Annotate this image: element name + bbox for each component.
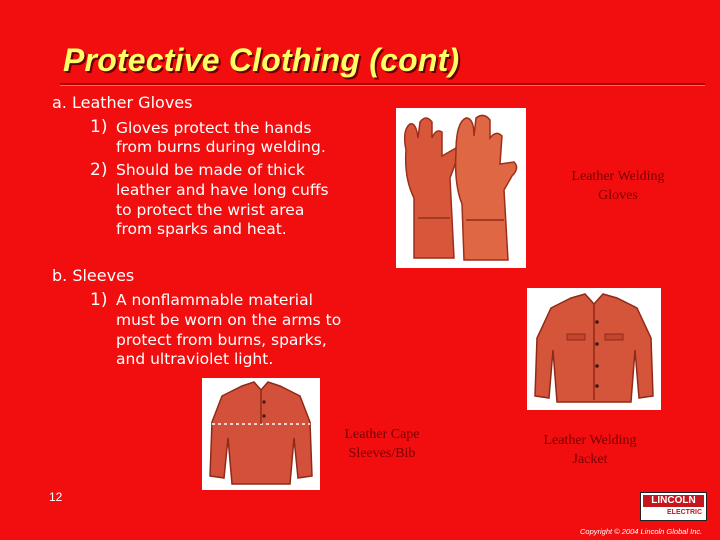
leather-cape-image [202, 378, 320, 490]
cape-caption-line-1: Leather Cape [344, 427, 420, 442]
jacket-caption-line-1: Leather Welding [543, 433, 637, 448]
page-number: 12 [49, 490, 63, 504]
section-a-item-1-line-1: Gloves protect the hands [116, 119, 312, 137]
leather-jacket-icon [527, 288, 661, 410]
section-b-item-1-line-3: protect from burns, sparks, [116, 331, 327, 349]
section-b-item-1-line-4: and ultraviolet light. [116, 350, 274, 368]
section-b-label: b. Sleeves [52, 266, 135, 285]
lincoln-electric-logo [640, 492, 707, 521]
section-b-item-1-number: 1) [90, 290, 108, 310]
logo-top-text: LINCOLN [643, 495, 704, 507]
jacket-caption-line-2: Jacket [572, 452, 608, 467]
gloves-caption-line-2: Gloves [598, 188, 638, 203]
section-a-item-1-line-2: from burns during welding. [116, 138, 326, 156]
section-a-item-2-line-3: to protect the wrist area [116, 201, 305, 219]
section-a-item-2-line-4: from sparks and heat. [116, 220, 287, 238]
leather-gloves-icon [396, 108, 526, 268]
gloves-caption [548, 167, 688, 205]
copyright-text: Copyright © 2004 Lincoln Global Inc. [580, 527, 703, 536]
leather-cape-icon [202, 378, 320, 490]
leather-jacket-image [527, 288, 661, 410]
logo-bottom-text: ELECTRIC [667, 509, 702, 516]
section-b-item-1-line-1: A nonflammable material [116, 291, 313, 309]
section-b-item-1-line-2: must be worn on the arms to [116, 311, 342, 329]
cape-caption [317, 425, 447, 463]
title-underline [60, 83, 705, 85]
section-a-item-1-number: 1) [90, 117, 108, 137]
section-a-item-2-line-2: leather and have long cuffs [116, 181, 329, 199]
cape-caption-line-2: Sleeves/Bib [348, 446, 416, 461]
section-a-label: a. Leather Gloves [52, 93, 193, 112]
leather-gloves-image [396, 108, 526, 268]
jacket-caption [520, 431, 660, 469]
section-a-item-2-number: 2) [90, 160, 108, 180]
slide-title: Protective Clothing (cont) [63, 42, 460, 78]
gloves-caption-line-1: Leather Welding [571, 169, 665, 184]
section-a-item-2-line-1: Should be made of thick [116, 161, 305, 179]
